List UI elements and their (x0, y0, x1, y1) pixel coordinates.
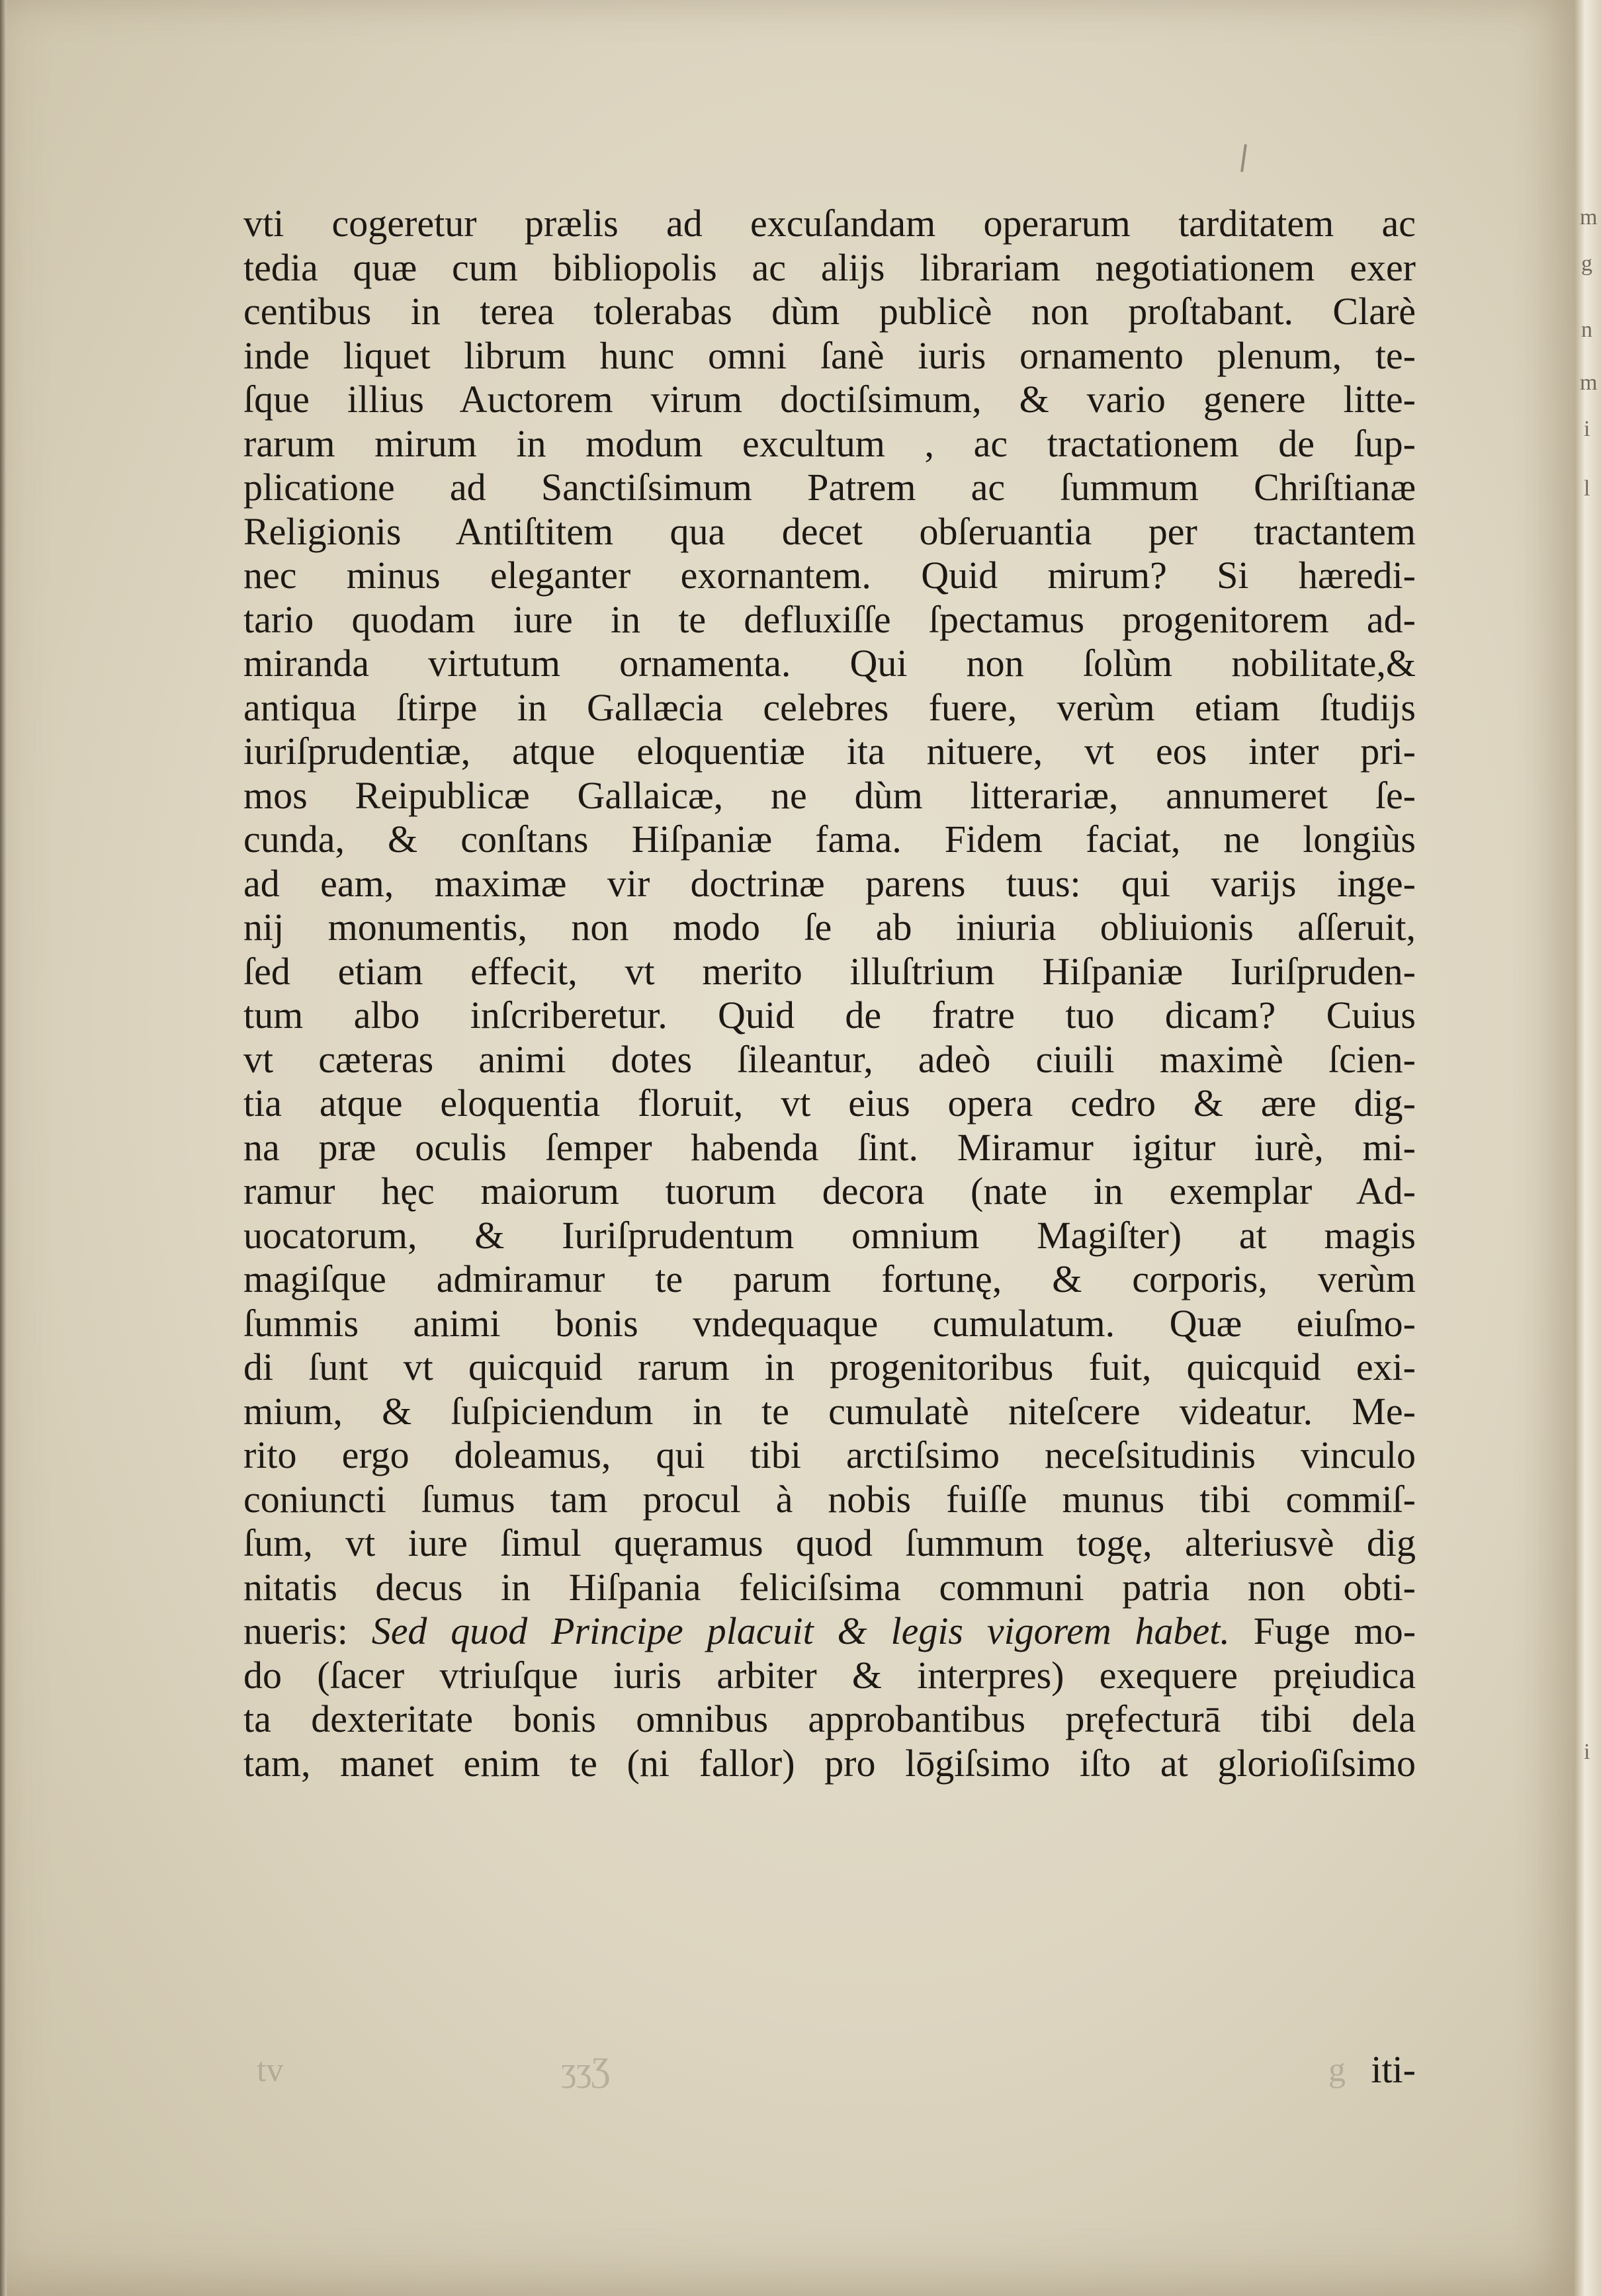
text-line: antiqua ſtirpe in Gallæcia celebres fuere, verùm etiam ſtudiјs (243, 685, 1416, 729)
text-line: di ſunt vt quicquid rarum in progenitoribus fuit, quicquid exi- (243, 1345, 1416, 1388)
text-line: tum albo inſcriberetur. Quid de fratre tuo dicam? Cuius (243, 994, 1416, 1037)
bleed-letter: m (1580, 370, 1598, 395)
show-through-mark: ʒʒƷ (561, 2051, 611, 2089)
text-line: mium, & ſuſpiciendum in te cumulatè niteſcere videatur. Me- (243, 1389, 1416, 1433)
text-line: tia atque eloquentia floruit, vt eius opera cedro & ære dig- (243, 1082, 1416, 1125)
text-line: vt cæteras animi dotes ſileantur, adeò ciuili maximè ſcien- (243, 1037, 1416, 1081)
text-line: mos Reipublicæ Gallaicæ, ne dùm litterariæ, annumeret ſe- (243, 773, 1416, 817)
catchword: iti- (1371, 2048, 1416, 2091)
text-line: nitatis decus in Hiſpania feliciſsima communi patria non obti- (243, 1565, 1416, 1609)
bleed-letter: i (1584, 1740, 1590, 1764)
text-line: rarum mirum in modum excultum , ac tractationem de ſup- (243, 421, 1416, 465)
text-line: tam, manet enim te (ni fallor) pro lōgiſsimo iſto at glorioſiſsimo (243, 1741, 1416, 1785)
show-through-mark: tv (257, 2051, 284, 2089)
facing-page-bleed (1561, 0, 1601, 2296)
text-line: uocatorum, & Iuriſprudentum omnium Magiſter) at magis (243, 1213, 1416, 1257)
text-line: ad eam, maximæ vir doctrinæ parens tuus: qui variјs inge- (243, 861, 1416, 905)
text-line: cunda, & conſtans Hiſpaniæ fama. Fidem faciat, ne longiùs (243, 818, 1416, 861)
text-segment: nueris: (243, 1609, 348, 1652)
text-line: ſummis animi bonis vndequaque cumulatum. Quæ eiuſmo- (243, 1301, 1416, 1345)
text-line: rito ergo doleamus, qui tibi arctiſsimo neceſsitudinis vinculo (243, 1433, 1416, 1476)
bleed-letter: l (1584, 476, 1590, 501)
text-line: tedia quæ cum bibliopolis ac aliјs librariam negotiationem exer (243, 245, 1416, 289)
body-text (243, 202, 1416, 1785)
italic-quotation: Sed quod Principe placuit & legis vigorem habet. (371, 1609, 1230, 1652)
text-line: vti cogeretur prælis ad excuſandam operarum tarditatem ac (243, 202, 1416, 245)
text-line: ſque illius Auctorem virum doctiſsimum, & vario genere litte- (243, 378, 1416, 421)
text-line: ta dexteritate bonis omnibus approbantibus pręfecturā tibi dela (243, 1697, 1416, 1740)
text-line: Religionis Antiſtitem qua decet obſeruantia per tractantem (243, 509, 1416, 553)
text-line: do (ſacer vtriuſque iuris arbiter & interpres) exequere pręiudica (243, 1653, 1416, 1697)
text-line-mixed (243, 1609, 1416, 1654)
text-line: nec minus eleganter exornantem. Quid mirum? Si hæredi- (243, 554, 1416, 597)
bleed-letter: i (1584, 417, 1590, 441)
page-left-edge (0, 0, 7, 2296)
text-segment: Fuge mo- (1253, 1609, 1416, 1652)
text-line: niј monumentis, non modo ſe ab iniuria obliuionis aſſeruit, (243, 906, 1416, 949)
text-line: miranda virtutum ornamenta. Qui non ſolùm nobilitate,& (243, 642, 1416, 685)
text-line: tario quodam iure in te defluxiſſe ſpectamus progenitorem ad- (243, 597, 1416, 641)
bleed-letter: n (1581, 318, 1592, 342)
text-line: inde liquet librum hunc omni ſanè iuris ornamento plenum, te- (243, 333, 1416, 377)
text-line: ſed etiam effecit, vt merito illuſtrium Hiſpaniæ Iuriſpruden- (243, 949, 1416, 993)
text-line: coniuncti ſumus tam procul à nobis fuiſſe munus tibi commiſ- (243, 1477, 1416, 1521)
ink-mark (1240, 144, 1247, 172)
text-line: na præ oculis ſemper habenda ſint. Miramur igitur iurè, mi- (243, 1125, 1416, 1169)
text-line: centibus in terea tolerabas dùm publicè non proſtabant. Clarè (243, 290, 1416, 333)
page-footer (243, 2047, 1416, 2094)
text-line: magiſque admiramur te parum fortunę, & corporis, verùm (243, 1257, 1416, 1300)
text-line: ramur hęc maiorum tuorum decora (nate in exemplar Ad- (243, 1169, 1416, 1212)
bleed-letter: m (1580, 205, 1598, 230)
text-line: ſum, vt iure ſimul quęramus quod ſummum togę, alteriusvè dig (243, 1521, 1416, 1564)
text-line: iuriſprudentiæ, atque eloquentiæ ita nituere, vt eos inter pri- (243, 730, 1416, 773)
bleed-letter: g (1581, 251, 1592, 276)
show-through-mark: g (1328, 2051, 1346, 2089)
text-line: plicatione ad Sanctiſsimum Patrem ac ſummum Chriſtianæ (243, 466, 1416, 509)
